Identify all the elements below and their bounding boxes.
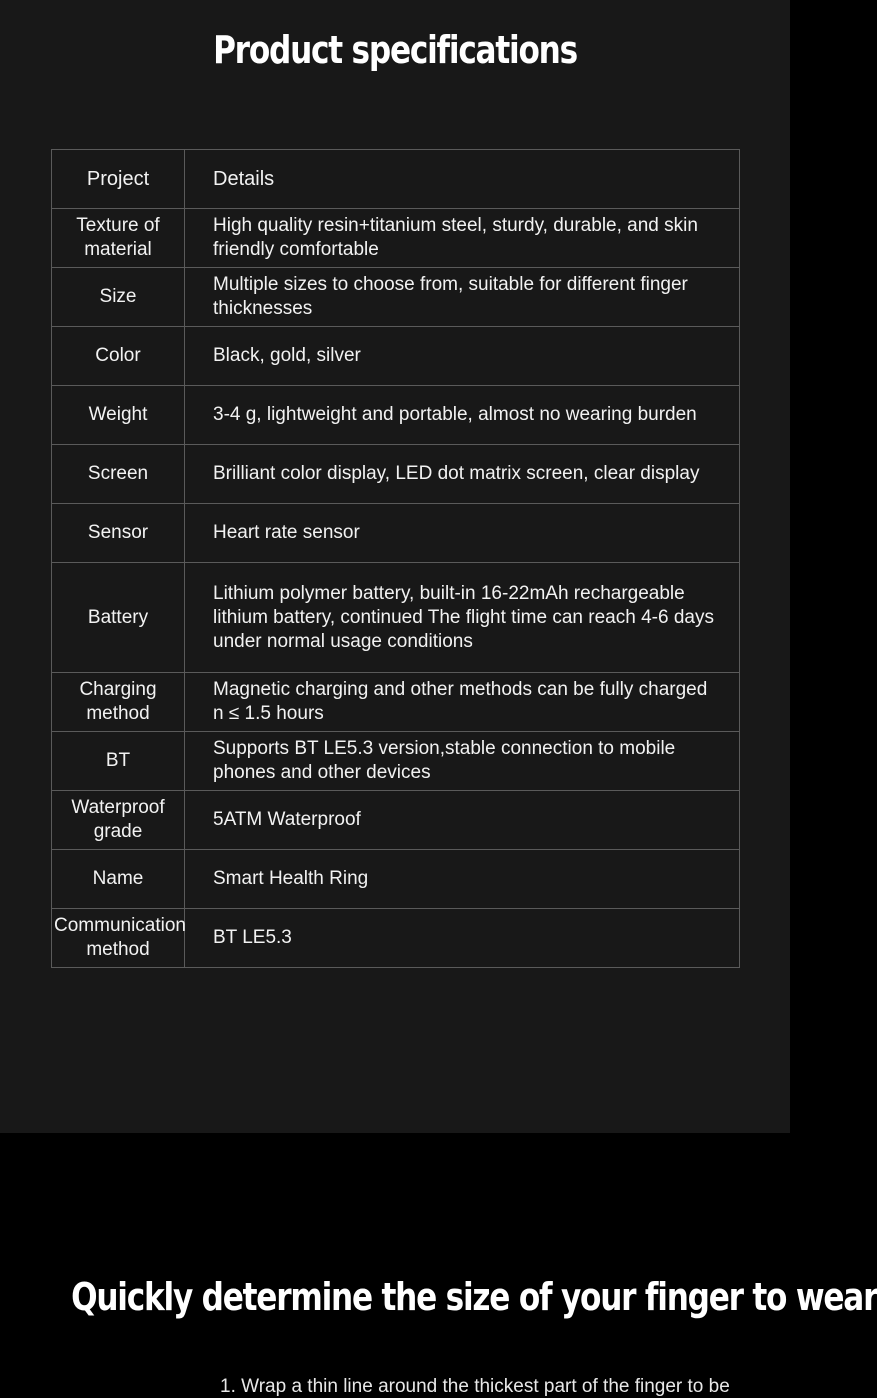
table-row <box>52 791 740 850</box>
table-row <box>52 209 740 268</box>
row-value: 5ATM Waterproof <box>185 791 740 850</box>
table-row <box>52 445 740 504</box>
row-value: Magnetic charging and other methods can be fully charged n ≤ 1.5 hours <box>185 673 740 732</box>
row-key: Waterproof grade <box>52 791 185 850</box>
row-value: Smart Health Ring <box>185 850 740 909</box>
row-key: Name <box>52 850 185 909</box>
table-row <box>52 563 740 673</box>
row-value: BT LE5.3 <box>185 909 740 968</box>
row-value: 3-4 g, lightweight and portable, almost no wearing burden <box>185 386 740 445</box>
row-key: Battery <box>52 563 185 673</box>
row-key: Size <box>52 268 185 327</box>
table-row <box>52 850 740 909</box>
table-row <box>52 909 740 968</box>
table-row <box>52 673 740 732</box>
table-row <box>52 504 740 563</box>
row-value: Multiple sizes to choose from, suitable for different finger thicknesses <box>185 268 740 327</box>
row-value: Heart rate sensor <box>185 504 740 563</box>
table-row <box>52 327 740 386</box>
table-row <box>52 386 740 445</box>
sizing-section <box>0 1133 877 1397</box>
table-row <box>52 732 740 791</box>
sizing-title: Quickly determine the size of your finger to wear <box>71 1275 877 1319</box>
header-project: Project <box>52 150 185 209</box>
specifications-title: Product specifications <box>213 28 577 72</box>
sizing-step-1: 1. Wrap a thin line around the thickest part of the finger to be <box>220 1376 730 1397</box>
table-header-row <box>52 150 740 209</box>
row-key: Charging method <box>52 673 185 732</box>
header-details: Details <box>185 150 740 209</box>
row-key: Communication method <box>52 909 185 968</box>
row-key: Screen <box>52 445 185 504</box>
row-key: Color <box>52 327 185 386</box>
row-key: Sensor <box>52 504 185 563</box>
table-row <box>52 268 740 327</box>
row-key: BT <box>52 732 185 791</box>
row-key: Texture of material <box>52 209 185 268</box>
row-key: Weight <box>52 386 185 445</box>
row-value: Brilliant color display, LED dot matrix screen, clear display <box>185 445 740 504</box>
row-value: Black, gold, silver <box>185 327 740 386</box>
row-value: Supports BT LE5.3 version,stable connection to mobile phones and other devices <box>185 732 740 791</box>
row-value: High quality resin+titanium steel, sturdy, durable, and skin friendly comfortable <box>185 209 740 268</box>
row-value: Lithium polymer battery, built-in 16-22mAh rechargeable lithium battery, continued The flight time can reach 4-6 days under normal usage conditions <box>185 563 740 673</box>
specifications-table <box>51 149 740 968</box>
